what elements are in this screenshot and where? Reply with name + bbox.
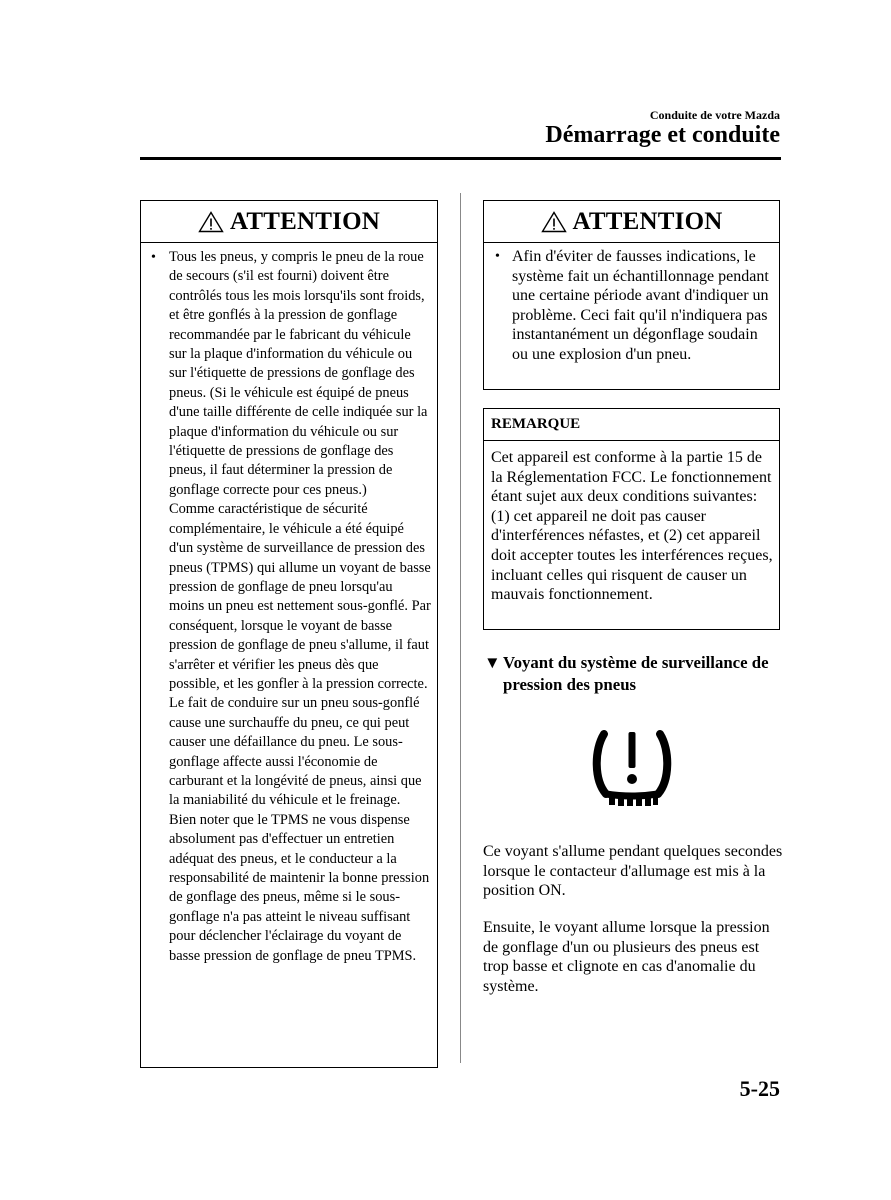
body-paragraph: Ensuite, le voyant allume lorsque la pression de gonflage d'un ou plusieurs des pneus est trop basse et clignote en cas d'anomalie du système. xyxy=(483,919,770,995)
attention-heading-label: ATTENTION xyxy=(572,207,723,235)
body-paragraph: Ce voyant s'allume pendant quelques secondes lorsque le contacteur d'allumage est mis à la position ON. xyxy=(483,843,783,900)
note-box xyxy=(483,408,780,630)
attention-paragraph: Tous les pneus, y compris le pneu de la roue de secours (s'il est fourni) doivent être contrôlés tous les mois lorsqu'ils sont froids, et être gonflés à la pression de gonflage recommandée par le fabricant du véhicule sur la plaque d'information du véhicule ou sur l'étiquette de pressions de gonflage des pneus. (Si le véhicule est équipé de pneus d'une taille différente de celle indiquée sur la plaque d'information du véhicule ou sur l'étiquette de pressions de gonflage des pneus, il faut déterminer la pression de gonflage correcte pour ces pneus.) xyxy=(169,249,428,498)
attention-heading xyxy=(484,201,779,243)
header-rule xyxy=(140,157,781,160)
attention-body xyxy=(484,243,779,365)
section-marker-icon: ▼ xyxy=(484,653,501,672)
attention-box-right xyxy=(483,200,780,390)
page-title: Démarrage et conduite xyxy=(545,122,780,148)
warning-triangle-icon xyxy=(198,211,224,233)
section-heading xyxy=(484,652,780,696)
warning-triangle-icon xyxy=(541,211,567,233)
page-number: 5-25 xyxy=(739,1076,780,1101)
bullet: • xyxy=(495,249,500,264)
note-heading: REMARQUE xyxy=(484,409,779,441)
attention-heading-label: ATTENTION xyxy=(230,207,380,235)
note-body: Cet appareil est conforme à la partie 15 de la Réglementation FCC. Le fonctionnement étant sujet aux deux conditions suivantes: (1) cet appareil ne doit pas causer d'interférences néfastes, et (2) cet appareil doit accepter toutes les interférences reçues, incluant celles qui risquent de causer un mauvais fonctionnement. xyxy=(491,449,773,604)
tpms-warning-icon xyxy=(590,728,674,808)
attention-paragraph: Bien noter que le TPMS ne vous dispense absolument pas d'effectuer un entretien adéquat des pneus, et le conducteur a la responsabilité de maintenir la bonne pression de gonflage des pneus, même si le sous-gonflage n'a pas atteint le niveau suffisant pour déclencher l'éclairage du voyant de basse pression de gonflage de pneu TPMS. xyxy=(169,811,430,964)
attention-heading xyxy=(141,201,437,243)
attention-paragraph: Comme caractéristique de sécurité complémentaire, le véhicule a été équipé d'un système de surveillance de pression des pneus (TPMS) qui allume un voyant de basse pression de gonflage de pneu lorsqu'au moins un pneu est nettement sous-gonflé. Par conséquent, lorsque le voyant de basse pression de gonflage de pneu s'allume, il faut s'arrêter et vérifier les pneus dès que possible, et les gonfler à la pression correcte. Le fait de conduire sur un pneu sous-gonflé cause une surchauffe du pneu, ce qui peut causer une défaillance du pneu. Le sous-gonflage affecte aussi l'économie de carburant et la longévité de pneus, ainsi que la maniabilité du véhicule et le freinage. xyxy=(169,501,431,809)
attention-box-left xyxy=(140,200,438,1068)
column-divider xyxy=(460,193,461,1063)
header-chapter: Conduite de votre Mazda xyxy=(649,108,780,122)
attention-body xyxy=(141,243,437,966)
bullet: • xyxy=(151,250,156,265)
attention-paragraph: Afin d'éviter de fausses indications, le système fait un échantillonnage pendant une certaine période avant d'indiquer un problème. Ceci fait qu'il n'indiquera pas instantanément un dégonflage soudain ou une explosion d'un pneu. xyxy=(512,248,769,363)
section-heading-text: Voyant du système de surveillance de pression des pneus xyxy=(503,653,769,694)
